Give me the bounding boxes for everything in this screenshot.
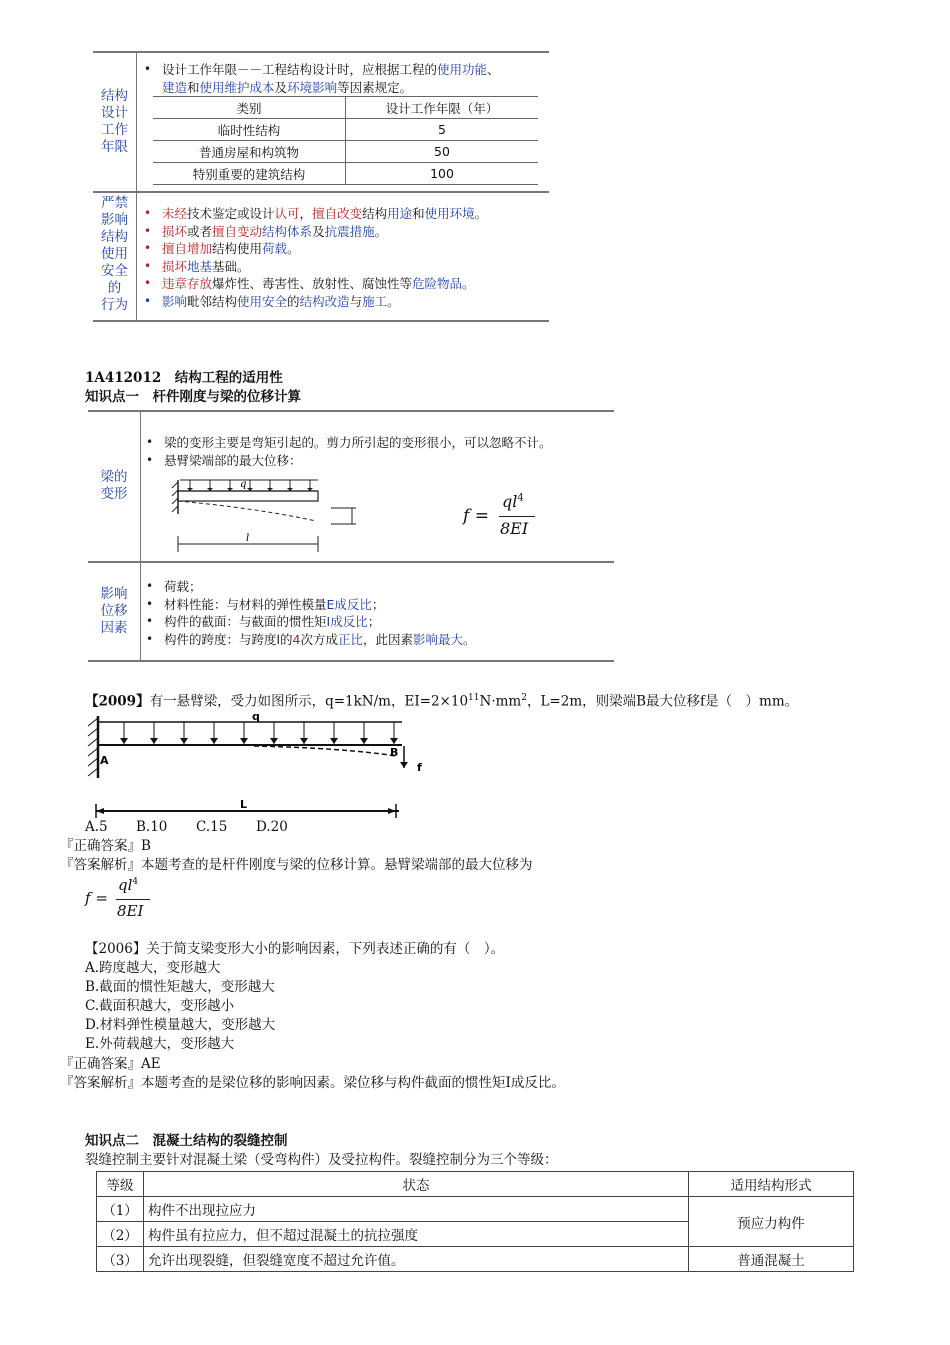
list-item bbox=[140, 205, 550, 223]
text-run: 与 bbox=[349, 293, 363, 309]
option-a: A.跨度越大，变形越大 bbox=[85, 960, 221, 976]
label-line: 安全 bbox=[101, 263, 128, 279]
label-line: 的 bbox=[107, 280, 122, 296]
text-run: 。 bbox=[387, 293, 400, 309]
label-line: 设计 bbox=[101, 105, 128, 121]
cantilever-diagram-small bbox=[166, 478, 366, 560]
rule bbox=[136, 52, 137, 320]
answer-analysis: 『答案解析』本题考查的是梁位移的影响因素。梁位移与构件截面的惯性矩I成反比。 bbox=[60, 1075, 565, 1091]
rule bbox=[93, 51, 549, 53]
label-line: 因素 bbox=[100, 620, 128, 636]
list-item bbox=[140, 275, 550, 293]
table-cell: 普通混凝土 bbox=[689, 1247, 854, 1272]
question-2006-stem: 【2006】关于简支梁变形大小的影响因素，下列表述正确的有（ ）。 bbox=[85, 941, 505, 957]
option-a: A.5 bbox=[85, 819, 108, 835]
text-run: 构件的截面：与截面的惯性矩 bbox=[164, 614, 327, 629]
rule bbox=[88, 561, 614, 563]
text-run: 设计工作年限－－工程结构设计时，应根据工程的 bbox=[162, 62, 438, 77]
text-run: 爆炸性、毒害性、放射性、腐蚀性等 bbox=[212, 276, 413, 291]
table-cell: （1） bbox=[97, 1197, 144, 1222]
text-run: 使用环境 bbox=[424, 206, 475, 221]
formula-denominator: 8EI bbox=[500, 519, 529, 538]
header-category: 类别 bbox=[153, 97, 346, 119]
text-run: 建造 bbox=[162, 79, 188, 95]
label-line: 工作 bbox=[101, 122, 128, 138]
text-run: 危险物品 bbox=[412, 276, 463, 291]
crack-intro: 裂缝控制主要针对混凝土梁（受弯构件）及受拉构件。裂缝控制分为三个等级： bbox=[85, 1152, 558, 1168]
table-cell: 普通房屋和构筑物 bbox=[153, 141, 346, 163]
question-2009-stem: 【2009】有一悬臂梁，受力如图所示，q=1kN/m，$EI=2\times 10^{11}N\cdot mm^2$，L=2m，则梁端B最大位移f是（ ）mm。 bbox=[85, 693, 799, 710]
label-line: 变形 bbox=[100, 486, 128, 502]
option-c: C.15 bbox=[196, 819, 228, 835]
displacement-factors-label bbox=[88, 586, 140, 637]
table-cell: 50 bbox=[346, 141, 539, 163]
knowledge-point-heading: 知识点一 杆件刚度与梁的位移计算 bbox=[85, 389, 301, 405]
text-run: 结构 bbox=[362, 206, 388, 221]
correct-answer: 『正确答案』B bbox=[60, 838, 151, 854]
rule bbox=[93, 320, 549, 322]
table-cell: 100 bbox=[346, 163, 539, 185]
design-life-table bbox=[153, 96, 538, 185]
label-line: 影响 bbox=[101, 212, 128, 228]
text-run: 4 bbox=[292, 631, 301, 647]
text-run: 使用维护成本 bbox=[199, 79, 275, 95]
list-item: • 悬臂梁端部的最大位移： bbox=[142, 452, 612, 470]
knowledge-point-heading: 知识点二 混凝土结构的裂缝控制 bbox=[85, 1133, 288, 1149]
text-run: 、 bbox=[487, 62, 500, 77]
prohibited-list bbox=[140, 205, 550, 310]
fraction-bar bbox=[116, 899, 150, 900]
formula-lhs: f = bbox=[85, 889, 108, 907]
text-run: 构件的跨度：与跨度l的 bbox=[164, 631, 293, 647]
text-run: 。 bbox=[374, 223, 388, 239]
label-line: 行为 bbox=[101, 297, 128, 313]
list-item bbox=[142, 596, 612, 614]
text-run: 影响 bbox=[162, 293, 188, 309]
span-l-label: L bbox=[240, 798, 248, 811]
text-run: 材料性能：与材料的弹性模量 bbox=[164, 596, 327, 612]
header-structure-form: 适用结构形式 bbox=[689, 1172, 854, 1197]
text-run: 荷载 bbox=[262, 241, 288, 256]
option-e: E.外荷载越大，变形越大 bbox=[85, 1036, 235, 1052]
text-run: 次方成 bbox=[300, 631, 338, 647]
load-q-label: q bbox=[252, 710, 260, 723]
text-run: 未经 bbox=[162, 206, 188, 221]
text-run: ，此因素 bbox=[362, 631, 413, 647]
text-run: 或者 bbox=[187, 223, 213, 239]
rule bbox=[93, 191, 549, 193]
text-run: 地基 bbox=[187, 258, 213, 274]
text-run: E成反比 bbox=[326, 596, 372, 612]
text-run: 使用安全 bbox=[237, 293, 288, 309]
text-run: 增加 bbox=[187, 241, 213, 256]
rule bbox=[140, 411, 141, 660]
text-run: 。 bbox=[462, 276, 475, 291]
text-run: 认可 bbox=[274, 206, 300, 221]
label-line: 结构 bbox=[101, 229, 128, 245]
list-item: • 梁的变形主要是弯矩引起的。剪力所引起的变形很小，可以忽略不计。 bbox=[142, 434, 612, 452]
answer-analysis: 『答案解析』本题考查的是杆件刚度与梁的位移计算。悬臂梁端部的最大位移为 bbox=[60, 857, 533, 873]
text-run: 毗邻结构 bbox=[187, 293, 238, 309]
option-b: B.10 bbox=[136, 819, 168, 835]
end-b-label: B bbox=[390, 746, 399, 759]
text-run: 影响最大 bbox=[412, 631, 463, 647]
table-cell: 临时性结构 bbox=[153, 119, 346, 141]
text-run: 和 bbox=[412, 206, 425, 221]
label-line: 严禁 bbox=[101, 195, 128, 211]
text-run: 损坏 bbox=[162, 258, 188, 274]
table-cell: 允许出现裂缝，但裂缝宽度不超过允许值。 bbox=[144, 1247, 689, 1272]
list-item bbox=[142, 613, 612, 631]
list-item bbox=[140, 258, 550, 276]
beam-deformation-label bbox=[88, 469, 140, 503]
header-years: 设计工作年限（年） bbox=[346, 97, 539, 119]
text-run: 基础。 bbox=[212, 258, 250, 274]
text-run: 擅自变动 bbox=[212, 223, 263, 239]
text-run: 结构体系 bbox=[262, 223, 313, 239]
text-run: 及 bbox=[274, 79, 288, 95]
formula-lhs: f = bbox=[463, 506, 489, 526]
option-c: C.截面积越大，变形越小 bbox=[85, 998, 235, 1014]
text-run: 施工 bbox=[362, 293, 388, 309]
rule bbox=[88, 660, 614, 662]
text-run: 荷载； bbox=[164, 579, 202, 594]
support-a-label: A bbox=[100, 754, 109, 767]
load-q-label: q bbox=[240, 479, 247, 490]
table-cell: 特别重要的建筑结构 bbox=[153, 163, 346, 185]
text-run: 及 bbox=[312, 223, 325, 239]
table-cell: 构件虽有拉应力，但不超过混凝土的抗拉强度 bbox=[144, 1222, 689, 1247]
option-d: D.20 bbox=[256, 819, 288, 835]
table-cell: 构件不出现拉应力 bbox=[144, 1197, 689, 1222]
list-item bbox=[140, 223, 550, 241]
text-run: ； bbox=[367, 614, 381, 629]
table-cell: （2） bbox=[97, 1222, 144, 1247]
crack-control-table bbox=[96, 1171, 854, 1272]
text-run: 损坏 bbox=[162, 223, 188, 239]
deflection-f-label: f bbox=[417, 761, 422, 774]
text-run: 结构改造 bbox=[299, 293, 350, 309]
rule bbox=[88, 410, 614, 412]
text-run: 用途 bbox=[387, 206, 413, 221]
option-d: D.材料弹性模量越大，变形越大 bbox=[85, 1017, 276, 1033]
label-line: 影响 bbox=[100, 586, 128, 602]
text-run: 违章存放 bbox=[162, 276, 213, 291]
label-line: 使用 bbox=[101, 246, 128, 262]
text-run: I成反比 bbox=[326, 614, 368, 629]
text-run: 。 bbox=[463, 631, 476, 647]
cantilever-diagram-question bbox=[84, 708, 434, 820]
text-run: ， bbox=[299, 206, 313, 221]
text-run: 。 bbox=[474, 206, 488, 221]
formula-denominator: 8EI bbox=[117, 902, 144, 920]
label-line: 年限 bbox=[101, 139, 128, 155]
correct-answer: 『正确答案』AE bbox=[60, 1056, 161, 1072]
text-run: 和 bbox=[187, 79, 200, 95]
list-item bbox=[140, 293, 550, 311]
section-heading: 1A412012 结构工程的适用性 bbox=[85, 370, 283, 386]
label-line: 梁的 bbox=[100, 469, 128, 485]
text-run: 擅自改变 bbox=[312, 206, 363, 221]
text-run: 结构使用 bbox=[212, 241, 263, 256]
deformation-bullets bbox=[142, 434, 612, 469]
table-cell: （3） bbox=[97, 1247, 144, 1272]
formula-numerator: $ql^4$ bbox=[118, 876, 139, 894]
design-life-intro bbox=[140, 61, 550, 96]
span-l-label: l bbox=[246, 533, 250, 544]
table-cell: 5 bbox=[346, 119, 539, 141]
text-run: 使用功能 bbox=[437, 62, 488, 77]
formula-numerator: $ql^4$ bbox=[502, 492, 524, 511]
prohibited-label bbox=[93, 195, 136, 314]
list-item bbox=[142, 631, 612, 649]
text-run: 正比 bbox=[337, 631, 363, 647]
option-b: B.截面的惯性矩越大，变形越大 bbox=[85, 979, 275, 995]
text-run: 技术鉴定或设计 bbox=[187, 206, 275, 221]
list-item bbox=[140, 240, 550, 258]
design-life-label bbox=[93, 88, 136, 156]
text-run: 。 bbox=[287, 241, 300, 256]
fraction-bar bbox=[499, 516, 535, 517]
text-run: 等因素规定。 bbox=[337, 79, 413, 95]
factors-list bbox=[142, 578, 612, 648]
list-item bbox=[142, 578, 612, 596]
header-state: 状态 bbox=[144, 1172, 689, 1197]
label-line: 结构 bbox=[101, 88, 128, 104]
text-run: 擅自 bbox=[162, 241, 188, 256]
text-run: 环境影响 bbox=[287, 79, 338, 95]
text-run: 的 bbox=[287, 293, 300, 309]
text-run: ； bbox=[371, 596, 385, 612]
header-level: 等级 bbox=[97, 1172, 144, 1197]
table-cell: 预应力构件 bbox=[689, 1197, 854, 1247]
text-run: 抗震措施 bbox=[324, 223, 375, 239]
label-line: 位移 bbox=[100, 603, 128, 619]
